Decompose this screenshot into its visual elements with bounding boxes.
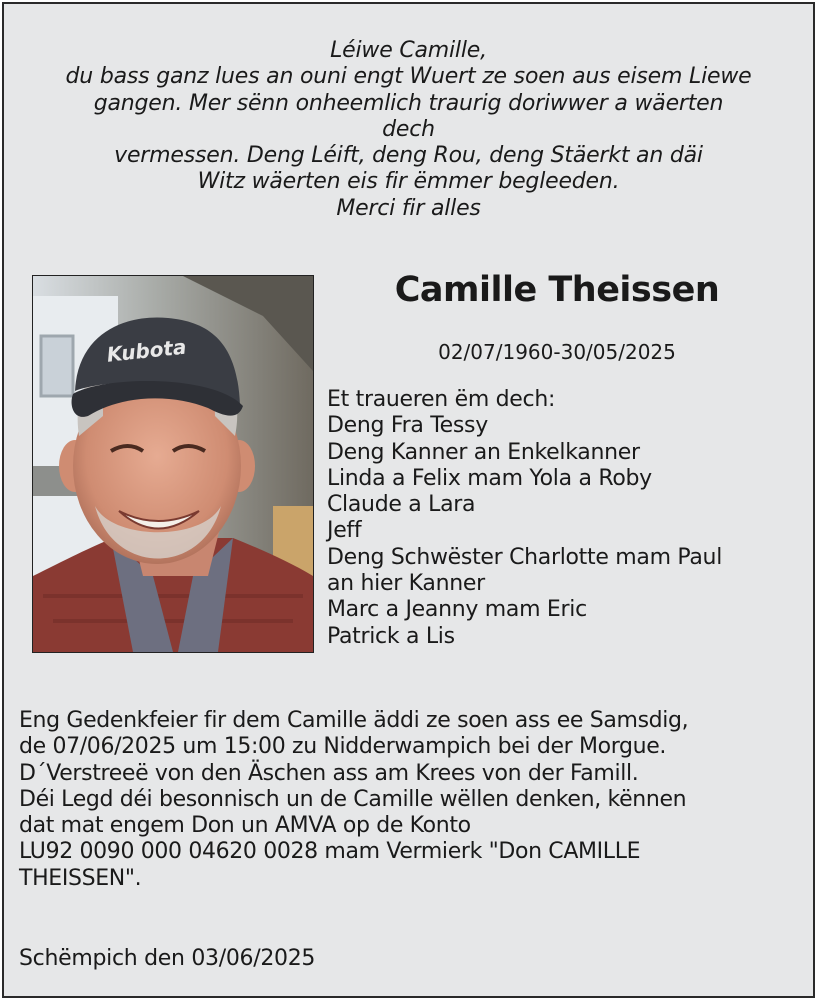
notice-line: dat mat engem Don un AMVA op de Konto: [19, 813, 471, 839]
poem-line: du bass ganz lues an ouni engt Wuert ze soen aus eisem Liewe: [65, 64, 752, 90]
notice-line: de 07/06/2025 um 15:00 zu Nidderwampich bei der Morgue.: [19, 734, 667, 760]
mourner-line: Patrick a Lis: [327, 623, 455, 649]
life-dates: 02/07/1960-30/05/2025: [438, 340, 676, 364]
mourner-line: Deng Schwëster Charlotte mam Paul: [327, 544, 723, 570]
poem-line: Merci fir alles: [336, 195, 481, 221]
memorial-notice: [19, 708, 688, 892]
mourner-line: an hier Kanner: [327, 571, 485, 597]
place-and-date: Schëmpich den 03/06/2025: [19, 946, 316, 971]
mourners-heading: Et traueren ëm dech:: [327, 387, 556, 412]
notice-line: LU92 0090 000 04620 0028 mam Vermierk "Don CAMILLE: [19, 839, 641, 865]
farewell-poem: [0, 38, 817, 222]
poem-line: Witz wäerten eis fir ëmmer begleeden.: [197, 169, 620, 195]
notice-line: THEISSEN".: [19, 865, 142, 891]
notice-line: Déi Legd déi besonnisch un de Camille wëllen denken, kënnen: [19, 786, 687, 812]
cap-logo: Kubota: [105, 334, 188, 367]
mourner-line: Deng Fra Tessy: [327, 413, 488, 439]
poem-line: vermessen. Deng Léift, deng Rou, deng Stäerkt an däi: [114, 143, 703, 169]
mourner-line: Claude a Lara: [327, 492, 476, 518]
portrait-photo: [32, 275, 314, 653]
notice-line: Eng Gedenkfeier fir dem Camille äddi ze soen ass ee Samsdig,: [19, 708, 689, 733]
mourners-list: [327, 387, 722, 650]
mourner-line: Marc a Jeanny mam Eric: [327, 597, 587, 623]
poem-line: dech: [382, 116, 435, 142]
notice-line: D´Verstreeë von den Äschen ass am Krees von der Famill.: [19, 760, 639, 786]
mourner-line: Deng Kanner an Enkelkanner: [327, 439, 640, 465]
mourner-line: Linda a Felix mam Yola a Roby: [327, 465, 652, 491]
poem-line: Léiwe Camille,: [330, 38, 487, 63]
mourner-line: Jeff: [327, 518, 362, 544]
poem-line: gangen. Mer sënn onheemlich traurig doriwwer a wäerten: [93, 90, 724, 116]
deceased-name: Camille Theissen: [394, 270, 720, 310]
